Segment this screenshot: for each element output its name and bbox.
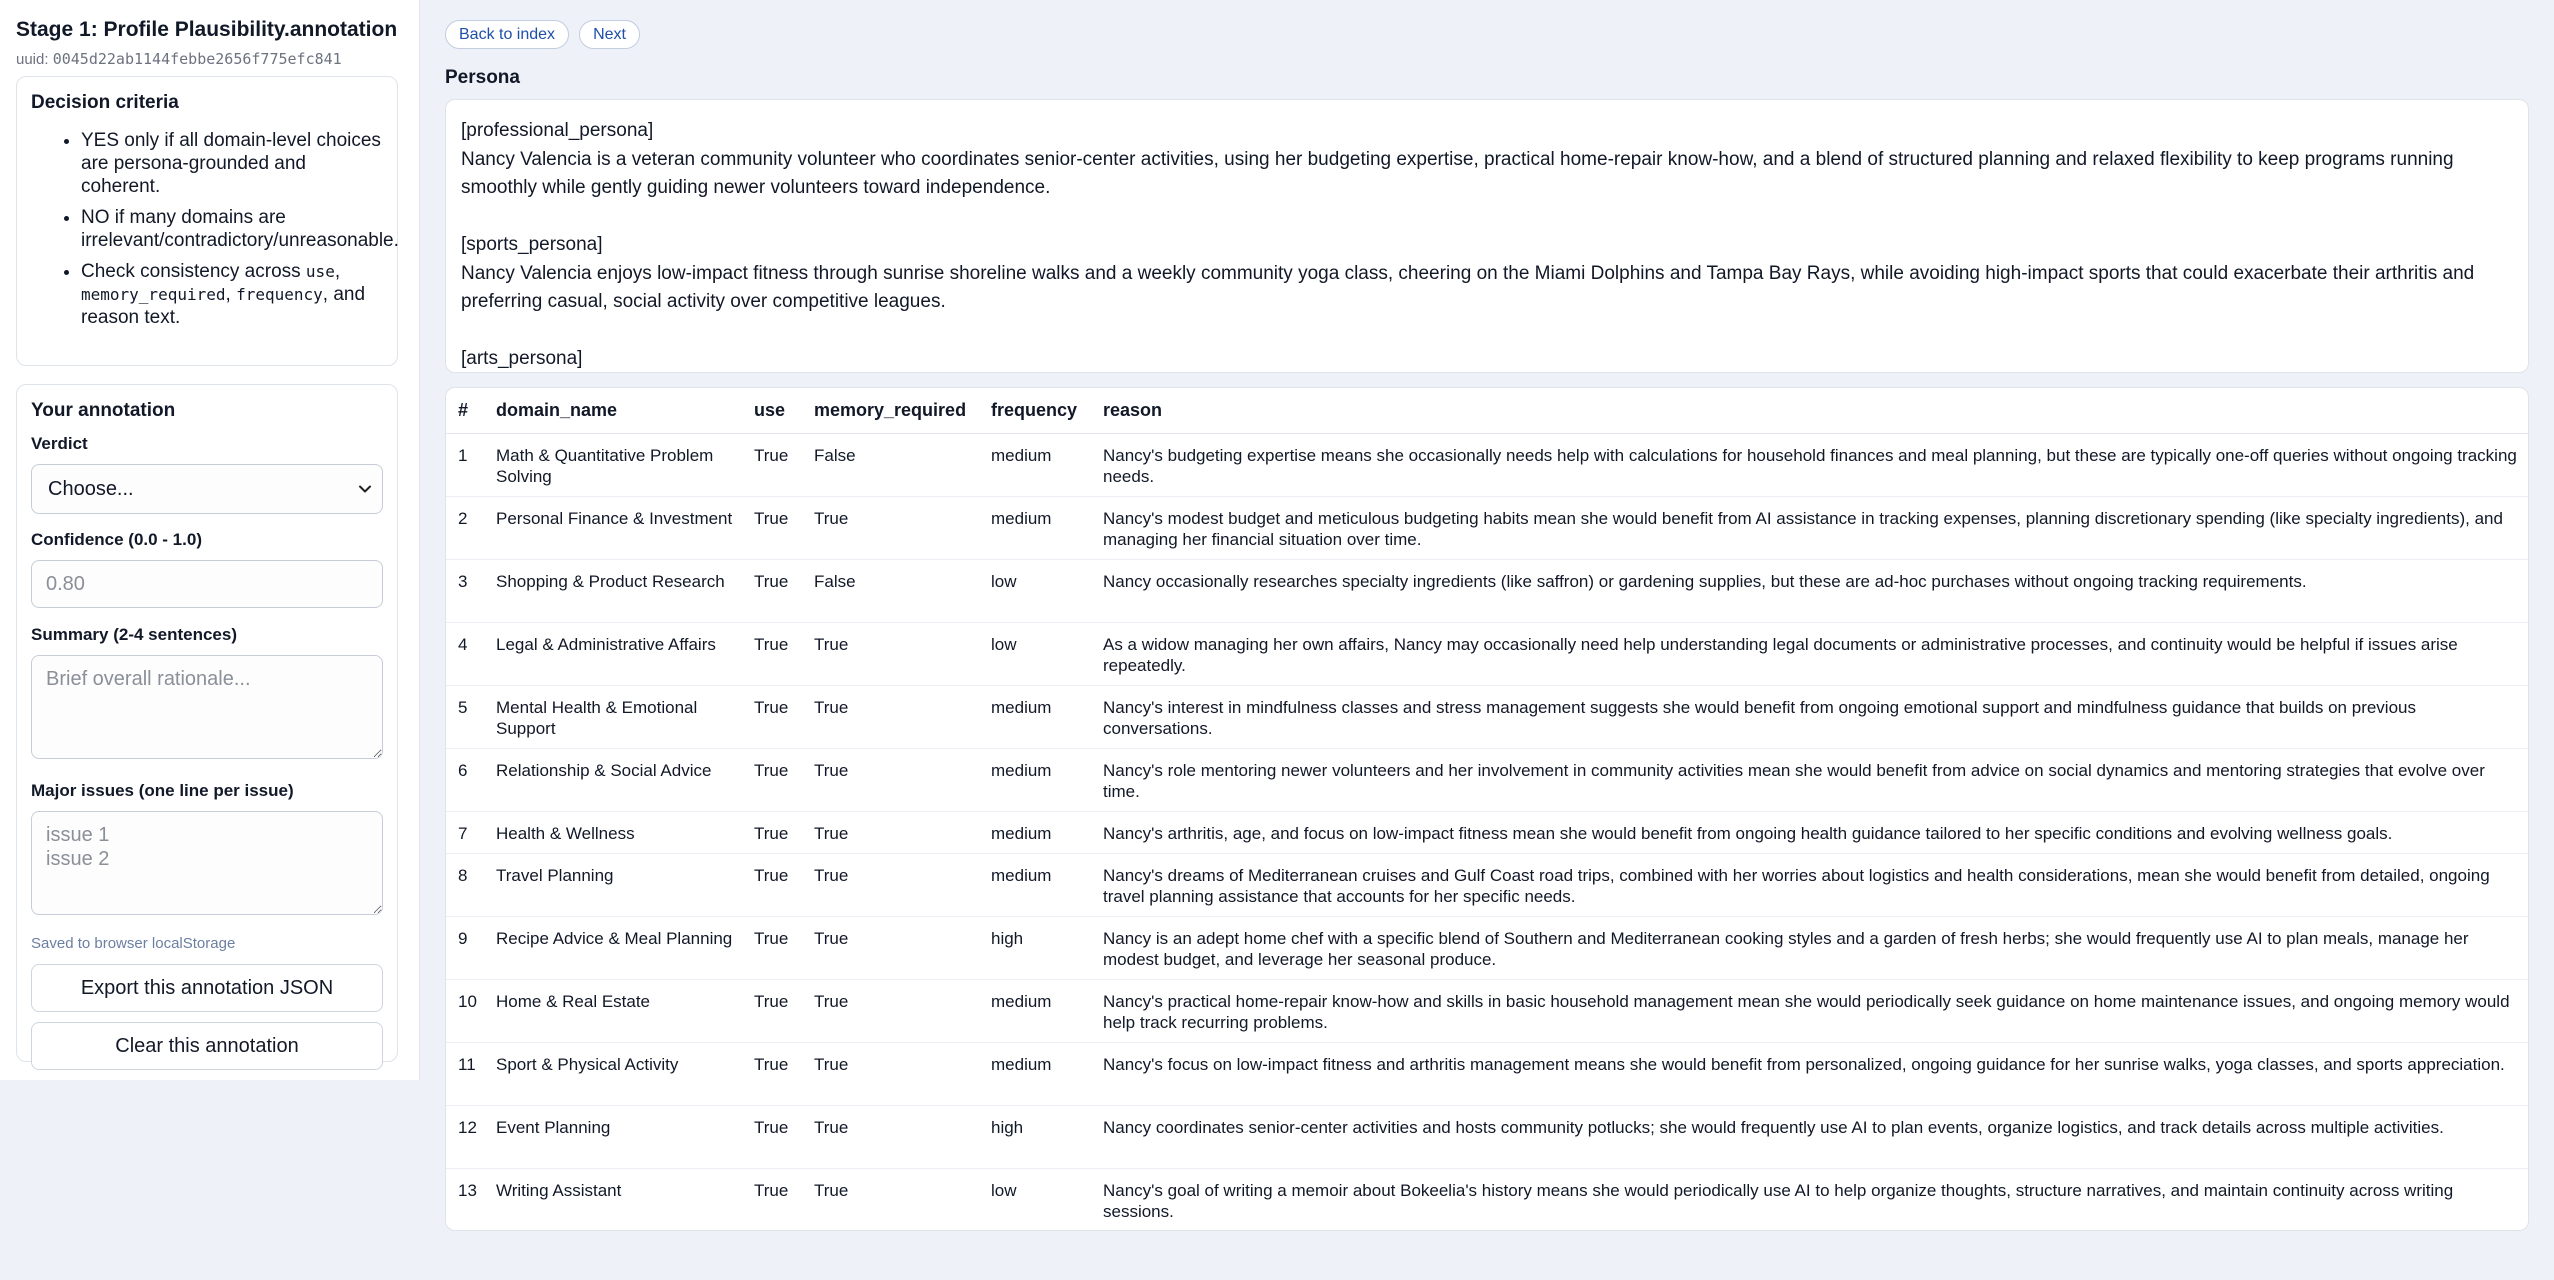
cell-frequency: medium xyxy=(983,1042,1095,1105)
code-use: use xyxy=(305,262,335,281)
cell-frequency: low xyxy=(983,559,1095,622)
cell-memory-required: True xyxy=(814,1180,849,1200)
header-domain-name: domain_name xyxy=(488,388,746,433)
verdict-label: Verdict xyxy=(31,434,88,453)
cell-use: True xyxy=(746,1042,806,1105)
cell-reason: Nancy coordinates senior-center activities and hosts community potlucks; she would frequently use AI to plan events, organize logistics, and track details across multiple activities. xyxy=(1095,1105,2528,1168)
code-frequency: frequency xyxy=(236,285,323,304)
cell-number: 7 xyxy=(446,811,488,853)
header-reason: reason xyxy=(1095,388,2528,433)
cell-reason: Nancy's modest budget and meticulous budgeting habits mean she would benefit from AI assistance in tracking expenses, planning discretionary spending (like specialty ingredients), and managing her financial situation over time. xyxy=(1095,496,2528,559)
table-row xyxy=(446,559,2528,622)
professional-persona-tag: [professional_persona] xyxy=(461,120,654,141)
saved-note: Saved to browser localStorage xyxy=(31,935,236,952)
cell-domain-name: Recipe Advice & Meal Planning xyxy=(488,916,746,979)
cell-domain-name: Sport & Physical Activity xyxy=(488,1042,746,1105)
header-frequency: frequency xyxy=(983,388,1095,433)
next-button[interactable]: Next xyxy=(579,20,640,49)
cell-memory-required: False xyxy=(806,433,983,496)
decision-criteria-card xyxy=(16,76,398,366)
cell-frequency: medium xyxy=(983,748,1095,811)
cell-domain-name: Legal & Administrative Affairs xyxy=(488,622,746,685)
cell-number: 12 xyxy=(446,1105,488,1168)
back-to-index-button[interactable]: Back to index xyxy=(445,20,569,49)
cell-use: True xyxy=(746,496,806,559)
sports-persona-tag: [sports_persona] xyxy=(461,234,603,255)
cell-number: 1 xyxy=(446,433,488,496)
header-use: use xyxy=(746,388,806,433)
criteria-list xyxy=(31,129,399,329)
cell-frequency: medium xyxy=(983,685,1095,748)
cell-number: 3 xyxy=(446,559,488,622)
cell-frequency: medium xyxy=(983,433,1095,496)
cell-number: 2 xyxy=(446,496,488,559)
persona-heading: Persona xyxy=(445,67,520,88)
cell-reason: Nancy's practical home-repair know-how and skills in basic household management mean she would periodically seek guidance on home maintenance issues, and ongoing memory would help track recurring problems. xyxy=(1095,979,2528,1042)
domain-table xyxy=(446,388,2528,1231)
cell-number: 5 xyxy=(446,685,488,748)
table-row xyxy=(446,622,2528,685)
criteria-item: • YES only if all domain-level choices are persona-grounded and coherent. xyxy=(81,129,381,198)
cell-memory-required: True xyxy=(806,496,983,559)
table-row xyxy=(446,979,2528,1042)
table-row xyxy=(446,916,2528,979)
cell-frequency: medium xyxy=(983,853,1095,916)
cell-reason: Nancy is an adept home chef with a specific blend of Southern and Mediterranean cooking styles and a garden of fresh herbs; she would frequently use AI to plan meals, manage her modest budget, and leverage her seasonal produce. xyxy=(1095,916,2528,979)
cell-domain-name: Relationship & Social Advice xyxy=(488,748,746,811)
code-memory-required: memory_required xyxy=(81,285,226,304)
cell-frequency: medium xyxy=(983,979,1095,1042)
cell-use: True xyxy=(746,916,806,979)
domain-table-card xyxy=(445,387,2529,1231)
cell-reason: Nancy's arthritis, age, and focus on low-impact fitness mean she would benefit from ongoing health guidance tailored to her specific conditions and evolving wellness goals. xyxy=(1095,811,2528,853)
cell-use: True xyxy=(746,811,806,853)
cell-use: True xyxy=(746,559,806,622)
confidence-label: Confidence (0.0 - 1.0) xyxy=(31,530,202,549)
cell-use: True xyxy=(746,685,806,748)
cell-memory-required: True xyxy=(806,748,983,811)
cell-reason: Nancy's goal of writing a memoir about Bokeelia's history means she would periodically use AI to help organize thoughts, structure narratives, and maintain continuity across writing sessions. xyxy=(1103,1180,2454,1221)
cell-use: True xyxy=(746,853,806,916)
cell-reason: Nancy's dreams of Mediterranean cruises and Gulf Coast road trips, combined with her worries about logistics and health considerations, mean she would benefit from detailed, ongoing travel planning assistance that accounts for her specific needs. xyxy=(1095,853,2528,916)
cell-number: 10 xyxy=(446,979,488,1042)
cell-use: True xyxy=(746,433,806,496)
summary-label: Summary (2-4 sentences) xyxy=(31,625,237,644)
verdict-select[interactable] xyxy=(31,464,383,514)
table-row xyxy=(446,748,2528,811)
cell-frequency: medium xyxy=(983,496,1095,559)
table-row xyxy=(446,853,2528,916)
cell-frequency: low xyxy=(991,1180,1017,1200)
sidebar xyxy=(0,0,420,1080)
table-row xyxy=(446,685,2528,748)
cell-number: 13 xyxy=(458,1180,477,1200)
cell-domain-name: Writing Assistant xyxy=(496,1180,622,1200)
cell-memory-required: False xyxy=(806,559,983,622)
cell-reason: Nancy's role mentoring newer volunteers and her involvement in community activities mean she would benefit from advice on social dynamics and mentoring strategies that evolve over time. xyxy=(1095,748,2528,811)
cell-memory-required: True xyxy=(806,1105,983,1168)
sports-persona xyxy=(461,231,2513,317)
cell-number: 6 xyxy=(446,748,488,811)
clear-annotation-button[interactable]: Clear this annotation xyxy=(31,1022,383,1070)
cell-use: True xyxy=(746,979,806,1042)
summary-textarea[interactable] xyxy=(31,655,383,759)
cell-reason: Nancy's budgeting expertise means she occasionally needs help with calculations for household finances and meal planning, but these are typically one-off queries without ongoing tracking needs. xyxy=(1095,433,2528,496)
cell-frequency: medium xyxy=(983,811,1095,853)
cell-domain-name: Home & Real Estate xyxy=(488,979,746,1042)
header-memory-required: memory_required xyxy=(806,388,983,433)
cell-frequency: high xyxy=(983,916,1095,979)
decision-criteria-title: Decision criteria xyxy=(31,92,179,113)
table-row xyxy=(446,1105,2528,1168)
cell-number: 4 xyxy=(446,622,488,685)
cell-number: 8 xyxy=(446,853,488,916)
confidence-input[interactable] xyxy=(31,560,383,608)
cell-reason: Nancy occasionally researches specialty ingredients (like saffron) or gardening supplies, but these are ad-hoc purchases without ongoing tracking requirements. xyxy=(1095,559,2528,622)
table-row xyxy=(446,1168,2528,1231)
criteria-item: • Check consistency across use, memory_required, frequency, and reason text. xyxy=(81,260,381,329)
cell-reason: Nancy's interest in mindfulness classes and stress management suggests she would benefit from ongoing emotional support and mindfulness guidance that builds on previous conversations. xyxy=(1095,685,2528,748)
cell-use: True xyxy=(754,1180,789,1200)
uuid-value: 0045d22ab1144febbe2656f775efc841 xyxy=(52,50,342,68)
cell-memory-required: True xyxy=(806,916,983,979)
cell-reason: Nancy's focus on low-impact fitness and arthritis management means she would benefit from personalized, ongoing guidance for her sunrise walks, yoga classes, and sports appreciation. xyxy=(1095,1042,2528,1105)
nav-row xyxy=(445,20,640,49)
cell-frequency: high xyxy=(983,1105,1095,1168)
chevron-down-icon xyxy=(358,482,372,496)
annotation-card xyxy=(16,384,398,1062)
cell-number: 11 xyxy=(446,1042,488,1105)
cell-frequency: low xyxy=(983,622,1095,685)
annotation-title: Your annotation xyxy=(31,400,176,421)
cell-reason: As a widow managing her own affairs, Nancy may occasionally need help understanding legal documents or administrative processes, and continuity would be helpful if issues arise repeatedly. xyxy=(1095,622,2528,685)
arts-persona-tag: [arts_persona] xyxy=(461,348,583,369)
cell-domain-name: Event Planning xyxy=(488,1105,746,1168)
cell-domain-name: Travel Planning xyxy=(488,853,746,916)
cell-domain-name: Health & Wellness xyxy=(488,811,746,853)
cell-use: True xyxy=(746,1105,806,1168)
table-header xyxy=(446,388,2528,433)
uuid-row xyxy=(16,49,403,70)
cell-memory-required: True xyxy=(806,853,983,916)
table-row xyxy=(446,496,2528,559)
professional-persona-text: Nancy Valencia is a veteran community volunteer who coordinates senior-center activities, using her budgeting expertise, practical home-repair know-how, and a blend of structured planning and relaxed flexibility to keep programs running smoothly while gently guiding newer volunteers toward independence. xyxy=(461,148,2454,198)
cell-domain-name: Math & Quantitative Problem Solving xyxy=(488,433,746,496)
arts-persona xyxy=(461,345,2513,373)
table-row xyxy=(446,1042,2528,1105)
cell-memory-required: True xyxy=(806,811,983,853)
professional-persona xyxy=(461,117,2513,203)
criteria-item: • NO if many domains are irrelevant/contradictory/unreasonable. xyxy=(81,206,381,252)
table-body xyxy=(446,433,2528,1231)
cell-domain-name: Shopping & Product Research xyxy=(488,559,746,622)
cell-use: True xyxy=(746,622,806,685)
issues-textarea[interactable] xyxy=(31,811,383,915)
sports-persona-text: Nancy Valencia enjoys low-impact fitness through sunrise shoreline walks and a weekly community yoga class, cheering on the Miami Dolphins and Tampa Bay Rays, while avoiding high-impact sports that could exacerbate their arthritis and preferring casual, social activity over competitive leagues. xyxy=(461,262,2475,312)
cell-memory-required: True xyxy=(806,622,983,685)
uuid-label: uuid: xyxy=(16,51,49,68)
cell-memory-required: True xyxy=(806,685,983,748)
cell-use: True xyxy=(746,748,806,811)
cell-memory-required: True xyxy=(806,979,983,1042)
page-title: Stage 1: Profile Plausibility.annotation xyxy=(16,18,398,41)
cell-domain-name: Mental Health & Emotional Support xyxy=(488,685,746,748)
issues-label: Major issues (one line per issue) xyxy=(31,781,294,800)
cell-domain-name: Personal Finance & Investment xyxy=(488,496,746,559)
persona-text-box[interactable] xyxy=(445,99,2529,373)
header-number: # xyxy=(446,388,488,433)
cell-memory-required: True xyxy=(806,1042,983,1105)
cell-number: 9 xyxy=(446,916,488,979)
table-row xyxy=(446,811,2528,853)
export-annotation-button[interactable]: Export this annotation JSON xyxy=(31,964,383,1012)
verdict-selected-value: Choose... xyxy=(48,477,134,500)
table-row xyxy=(446,433,2528,496)
